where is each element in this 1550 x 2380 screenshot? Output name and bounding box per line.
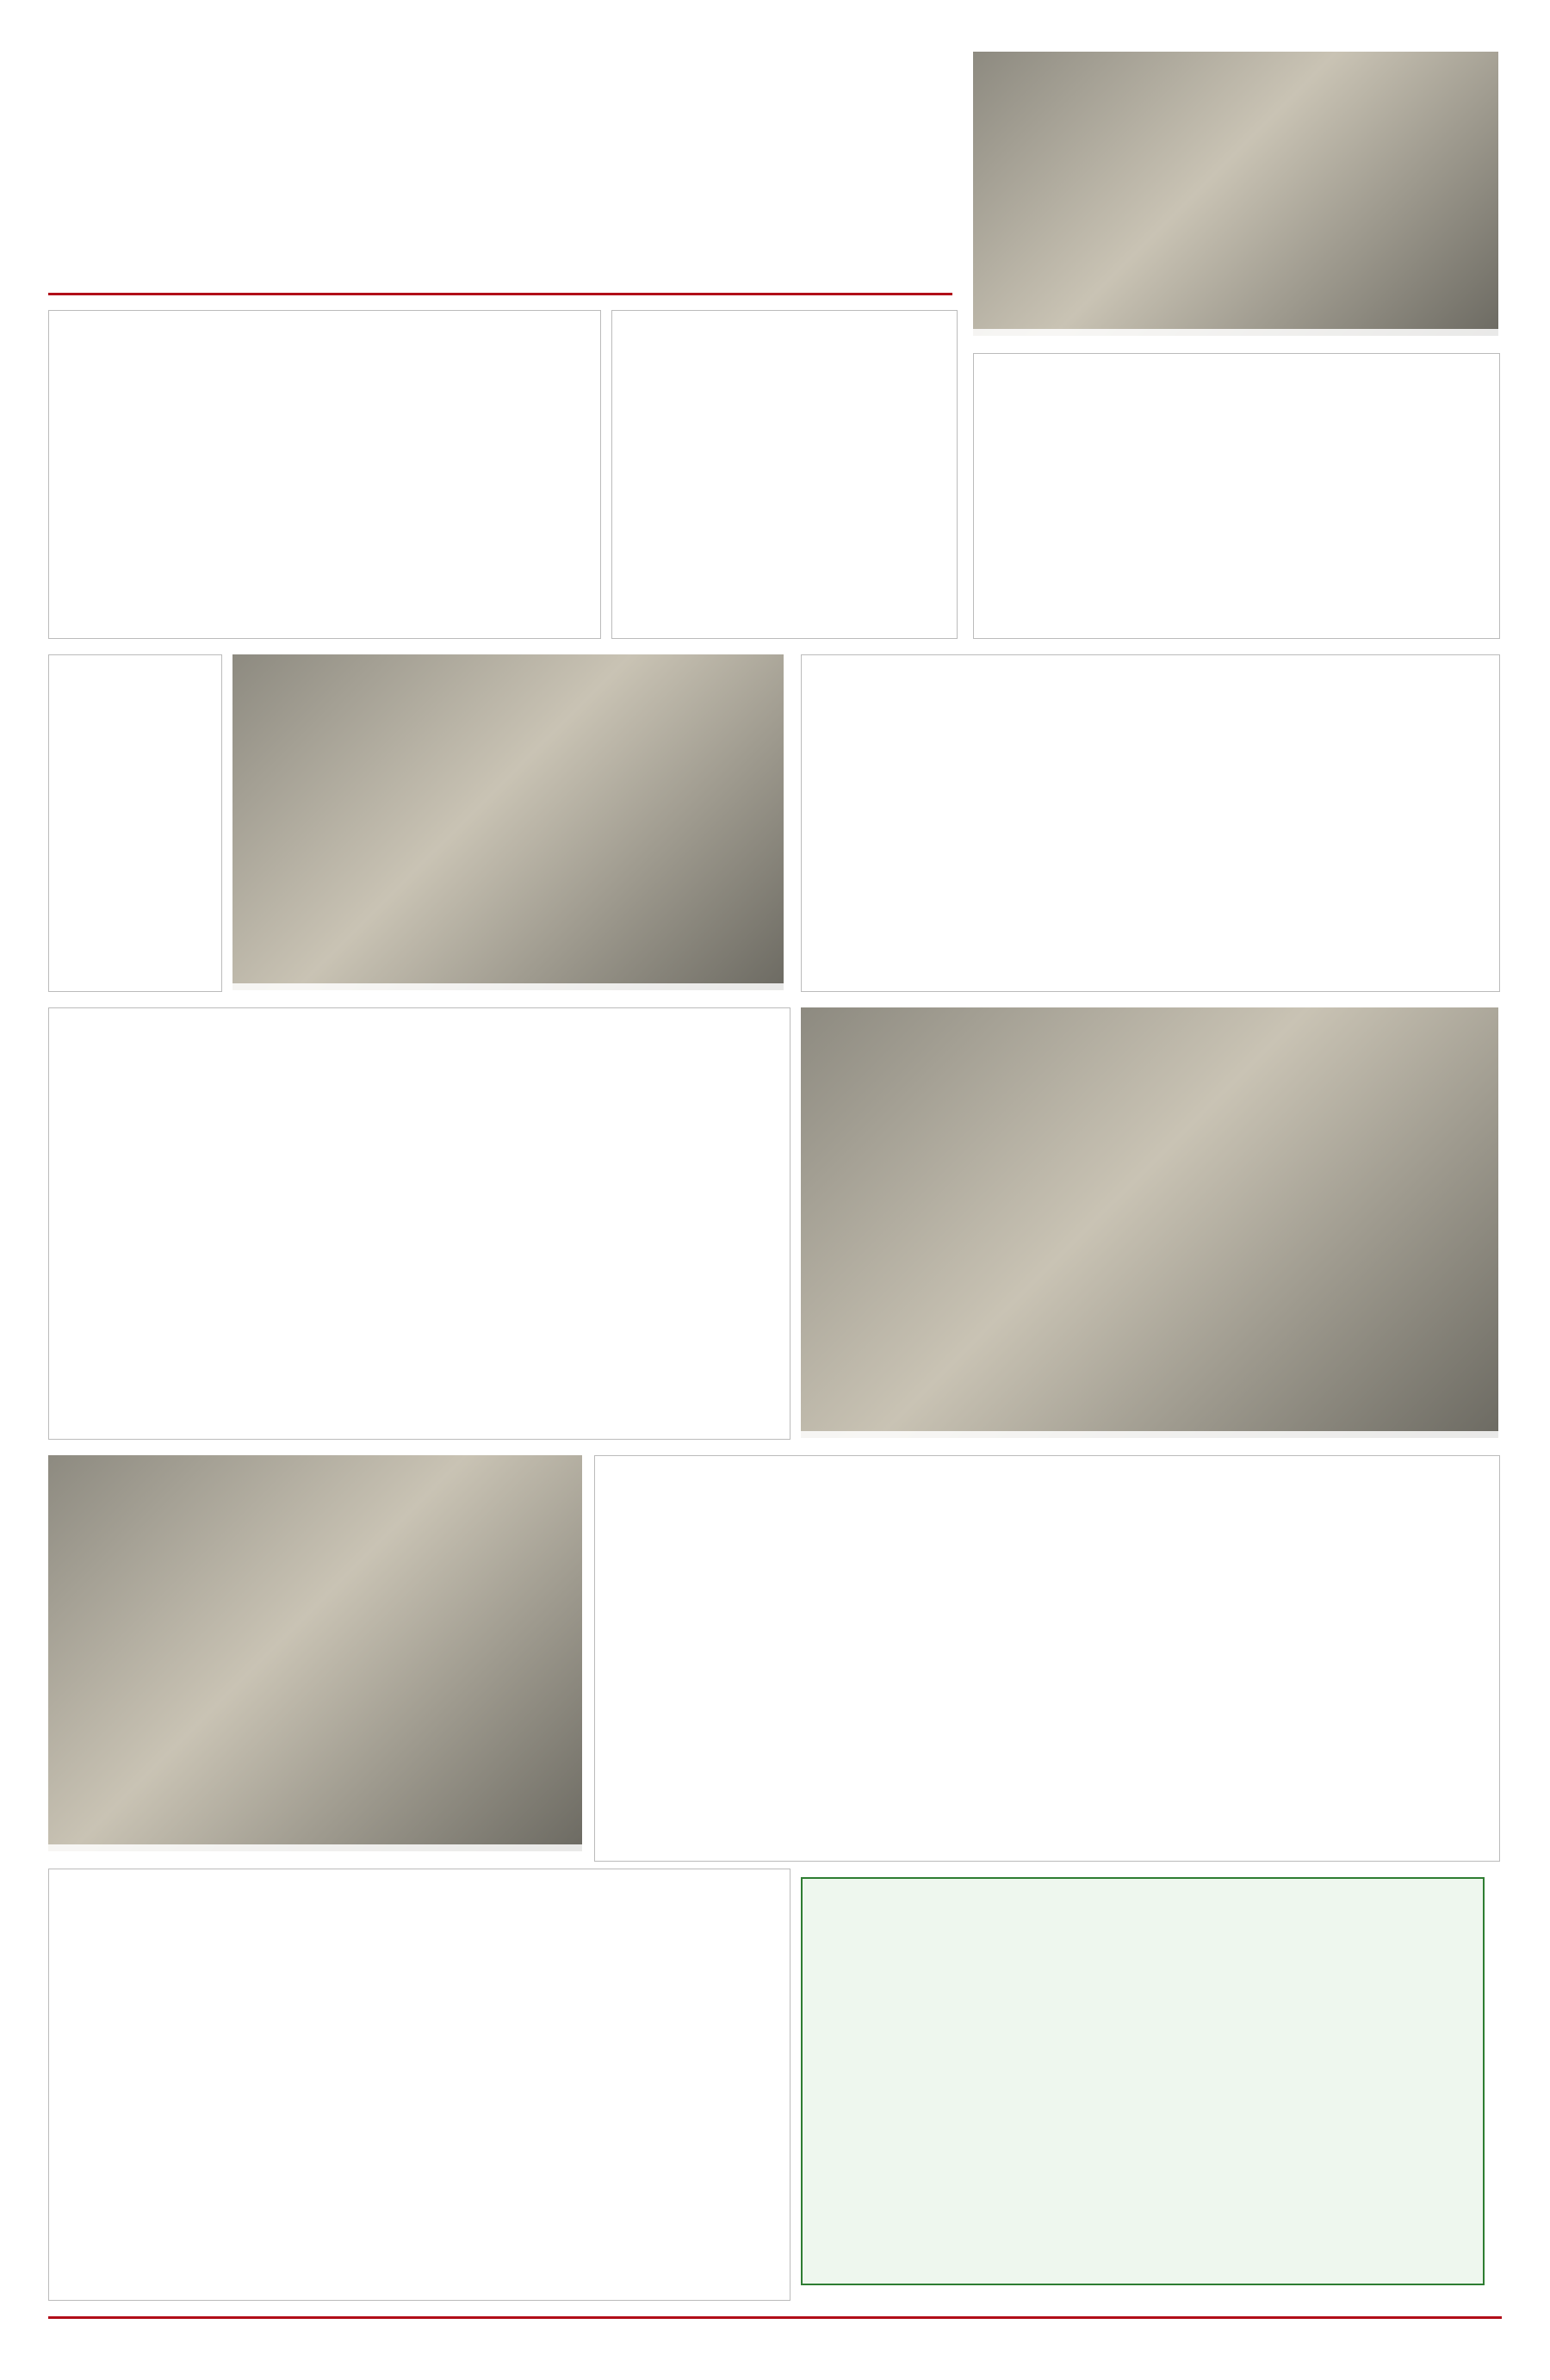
story-subhead <box>595 1470 1499 1475</box>
story-subhead <box>49 1883 790 1888</box>
photo-caption <box>232 983 784 990</box>
story <box>48 654 222 992</box>
story-subhead <box>802 669 1499 674</box>
story <box>973 353 1500 639</box>
story-subhead <box>612 325 957 330</box>
story-headline <box>974 354 1499 368</box>
masthead <box>48 34 952 295</box>
bottom-left-photo <box>48 1455 582 1851</box>
story-subhead <box>49 325 600 330</box>
right-photo <box>801 1007 1498 1438</box>
top-right-photo <box>973 52 1498 336</box>
story-headline <box>802 655 1499 669</box>
photo-caption <box>973 329 1498 336</box>
story-headline <box>49 1869 790 1883</box>
center-photo <box>232 654 784 990</box>
story-headline <box>49 1008 790 1022</box>
imprint-footer <box>48 2316 1502 2372</box>
story-subhead <box>49 1022 790 1027</box>
story <box>48 310 601 639</box>
photo-caption <box>48 1844 582 1851</box>
story <box>48 1869 790 2301</box>
story-headline <box>612 311 957 325</box>
advertisement <box>801 1877 1485 2285</box>
story <box>801 654 1500 992</box>
story <box>611 310 958 639</box>
story-headline <box>49 655 221 669</box>
story <box>594 1455 1500 1862</box>
story-headline <box>595 1456 1499 1470</box>
photo-caption <box>801 1431 1498 1438</box>
story-subhead <box>974 368 1499 373</box>
story-headline <box>49 311 600 325</box>
story <box>48 1007 790 1440</box>
